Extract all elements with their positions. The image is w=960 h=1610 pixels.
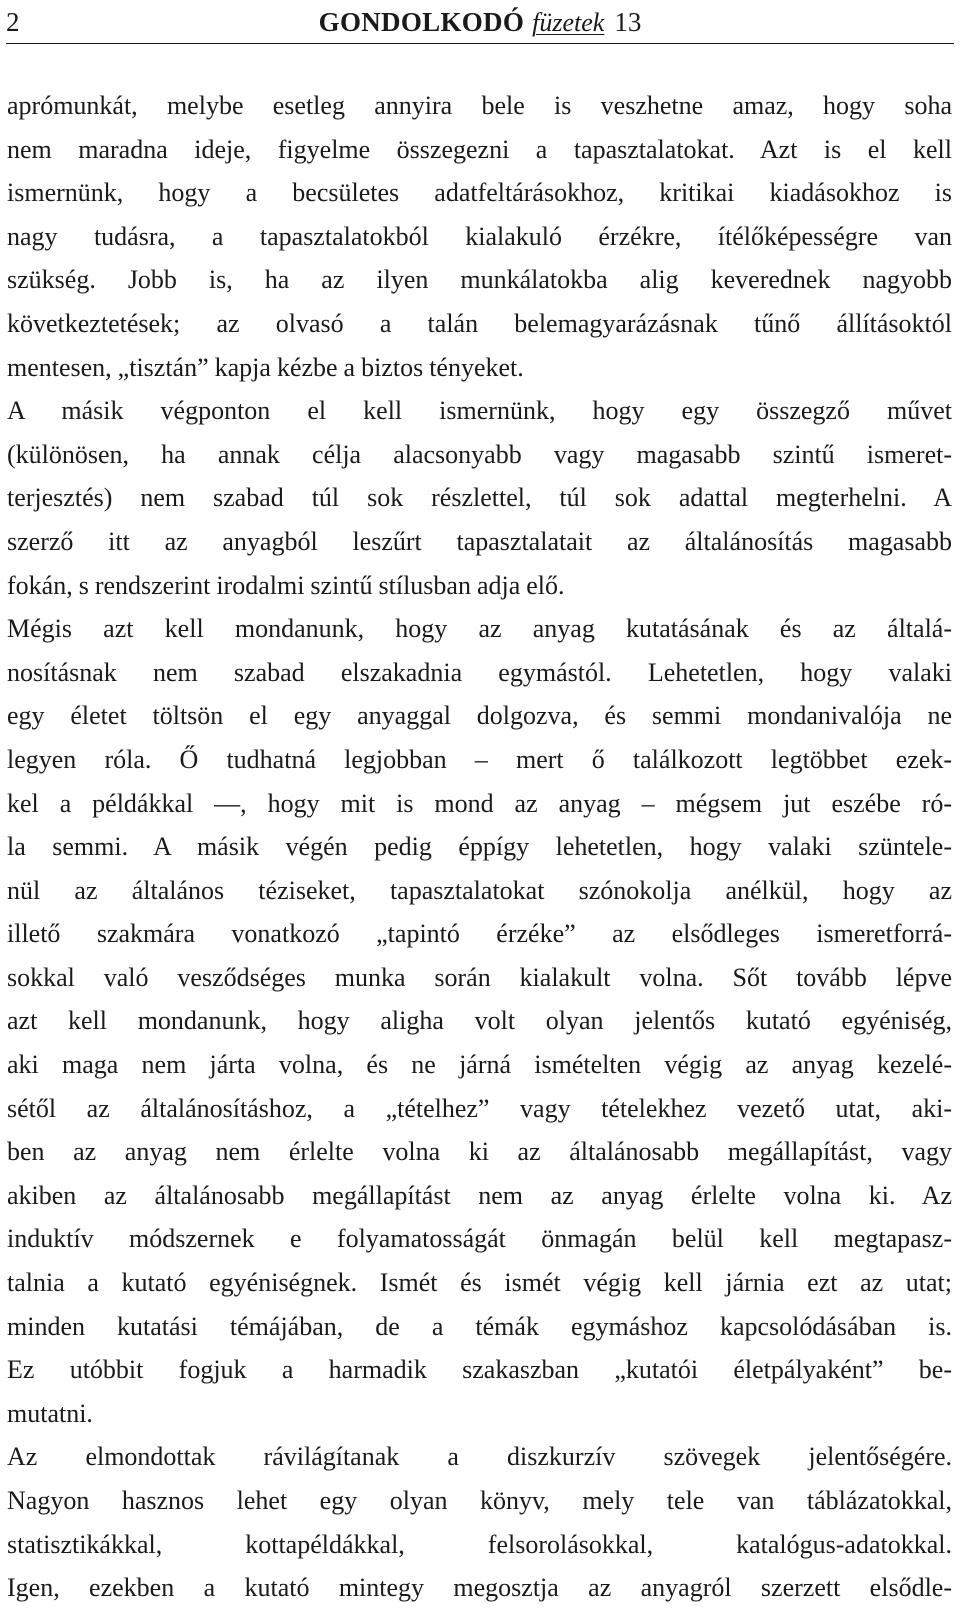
text-line: mentesen, „tisztán” kapja kézbe a biztos tényeket. (7, 352, 524, 382)
text-line: Az elmondottak rávilágítanak a diszkurzív szövegek jelentőségére. (7, 1442, 952, 1472)
text-line: szerző itt az anyagból leszűrt tapasztalatait az általánosítás magasabb (7, 526, 952, 556)
text-line: kel a példákkal —, hogy mit is mond az anyag – mégsem jut eszébe ró- (7, 788, 952, 818)
text-line: nül az általános téziseket, tapasztalatokat szónokolja anélkül, hogy az (7, 875, 952, 905)
text-line: nosításnak nem szabad elszakadnia egymástól. Lehetetlen, hogy valaki (7, 657, 952, 687)
text-line: sétől az általánosításhoz, a „tételhez” vagy tételekhez vezető utat, aki- (7, 1093, 952, 1123)
text-line: ben az anyag nem érlelte volna ki az általánosabb megállapítást, vagy (7, 1137, 952, 1167)
text-line: azt kell mondanunk, hogy aligha volt olyan jelentős kutató egyéniség, (7, 1006, 952, 1036)
body-text (7, 84, 952, 1610)
text-line: induktív módszernek e folyamatosságát önmagán belül kell megtapasz- (7, 1224, 952, 1254)
journal-title-sub: füzetek (532, 8, 605, 37)
journal-title-main: GONDOLKODÓ (318, 7, 525, 37)
running-header (6, 4, 954, 44)
text-line: minden kutatási témájában, de a témák egymáshoz kapcsolódásában is. (7, 1311, 952, 1341)
journal-title (6, 6, 954, 39)
text-line: következtetések; az olvasó a talán belemagyarázásnak tűnő állításoktól (7, 308, 952, 338)
text-line: (különösen, ha annak célja alacsonyabb vagy magasabb szintű ismeret- (7, 439, 952, 469)
text-line: terjesztés) nem szabad túl sok részlettel, túl sok adattal megterhelni. A (7, 483, 952, 513)
text-line: talnia a kutató egyéniségnek. Ismét és ismét végig kell járnia ezt az utat; (7, 1268, 952, 1298)
text-line: Nagyon hasznos lehet egy olyan könyv, mely tele van táblázatokkal, (7, 1486, 952, 1515)
text-line: Ez utóbbit fogjuk a harmadik szakaszban „kutatói életpályaként” be- (7, 1355, 952, 1385)
text-line: illető szakmára vonatkozó „tapintó érzéke” az elsődleges ismeretforrá- (7, 919, 952, 949)
text-line: aki maga nem járta volna, és ne járná ismételten végig az anyag kezelé- (7, 1050, 952, 1080)
text-line: akiben az általánosabb megállapítást nem az anyag érlelte volna ki. Az (7, 1180, 952, 1210)
text-line: statisztikákkal, kottapéldákkal, felsorolásokkal, katalógus-adatokkal. (7, 1529, 952, 1559)
text-line: nem maradna ideje, figyelme összegezni a tapasztalatokat. Azt is el kell (7, 134, 952, 164)
text-line: Mégis azt kell mondanunk, hogy az anyag kutatásának és az általá- (7, 614, 952, 644)
text-line: Igen, ezekben a kutató mintegy megosztja az anyagról szerzett elsődle- (7, 1573, 952, 1603)
text-line: fokán, s rendszerint irodalmi szintű stílusban adja elő. (7, 570, 565, 600)
text-line: mutatni. (7, 1398, 93, 1428)
text-line: la semmi. A másik végén pedig éppígy lehetetlen, hogy valaki szüntele- (7, 832, 952, 862)
text-line: egy életet töltsön el egy anyaggal dolgozva, és semmi mondanivalója ne (7, 701, 952, 731)
text-line: aprómunkát, melybe esetleg annyira bele is veszhetne amaz, hogy soha (7, 91, 952, 120)
text-line: A másik végponton el kell ismernünk, hogy egy összegző művet (7, 396, 952, 426)
text-line: ismernünk, hogy a becsületes adatfeltárásokhoz, kritikai kiadásokhoz is (7, 178, 952, 208)
page-number: 2 (6, 7, 20, 37)
text-line: nagy tudásra, a tapasztalatokból kialakuló érzékre, ítélőképességre van (7, 221, 952, 251)
issue-number: 13 (614, 7, 642, 37)
text-line: legyen róla. Ő tudhatná legjobban – mert ő találkozott legtöbbet ezek- (7, 744, 952, 774)
text-line: szükség. Jobb is, ha az ilyen munkálatokba alig keverednek nagyobb (7, 265, 952, 295)
text-line: sokkal való vesződséges munka során kialakult volna. Sőt tovább lépve (7, 962, 952, 992)
